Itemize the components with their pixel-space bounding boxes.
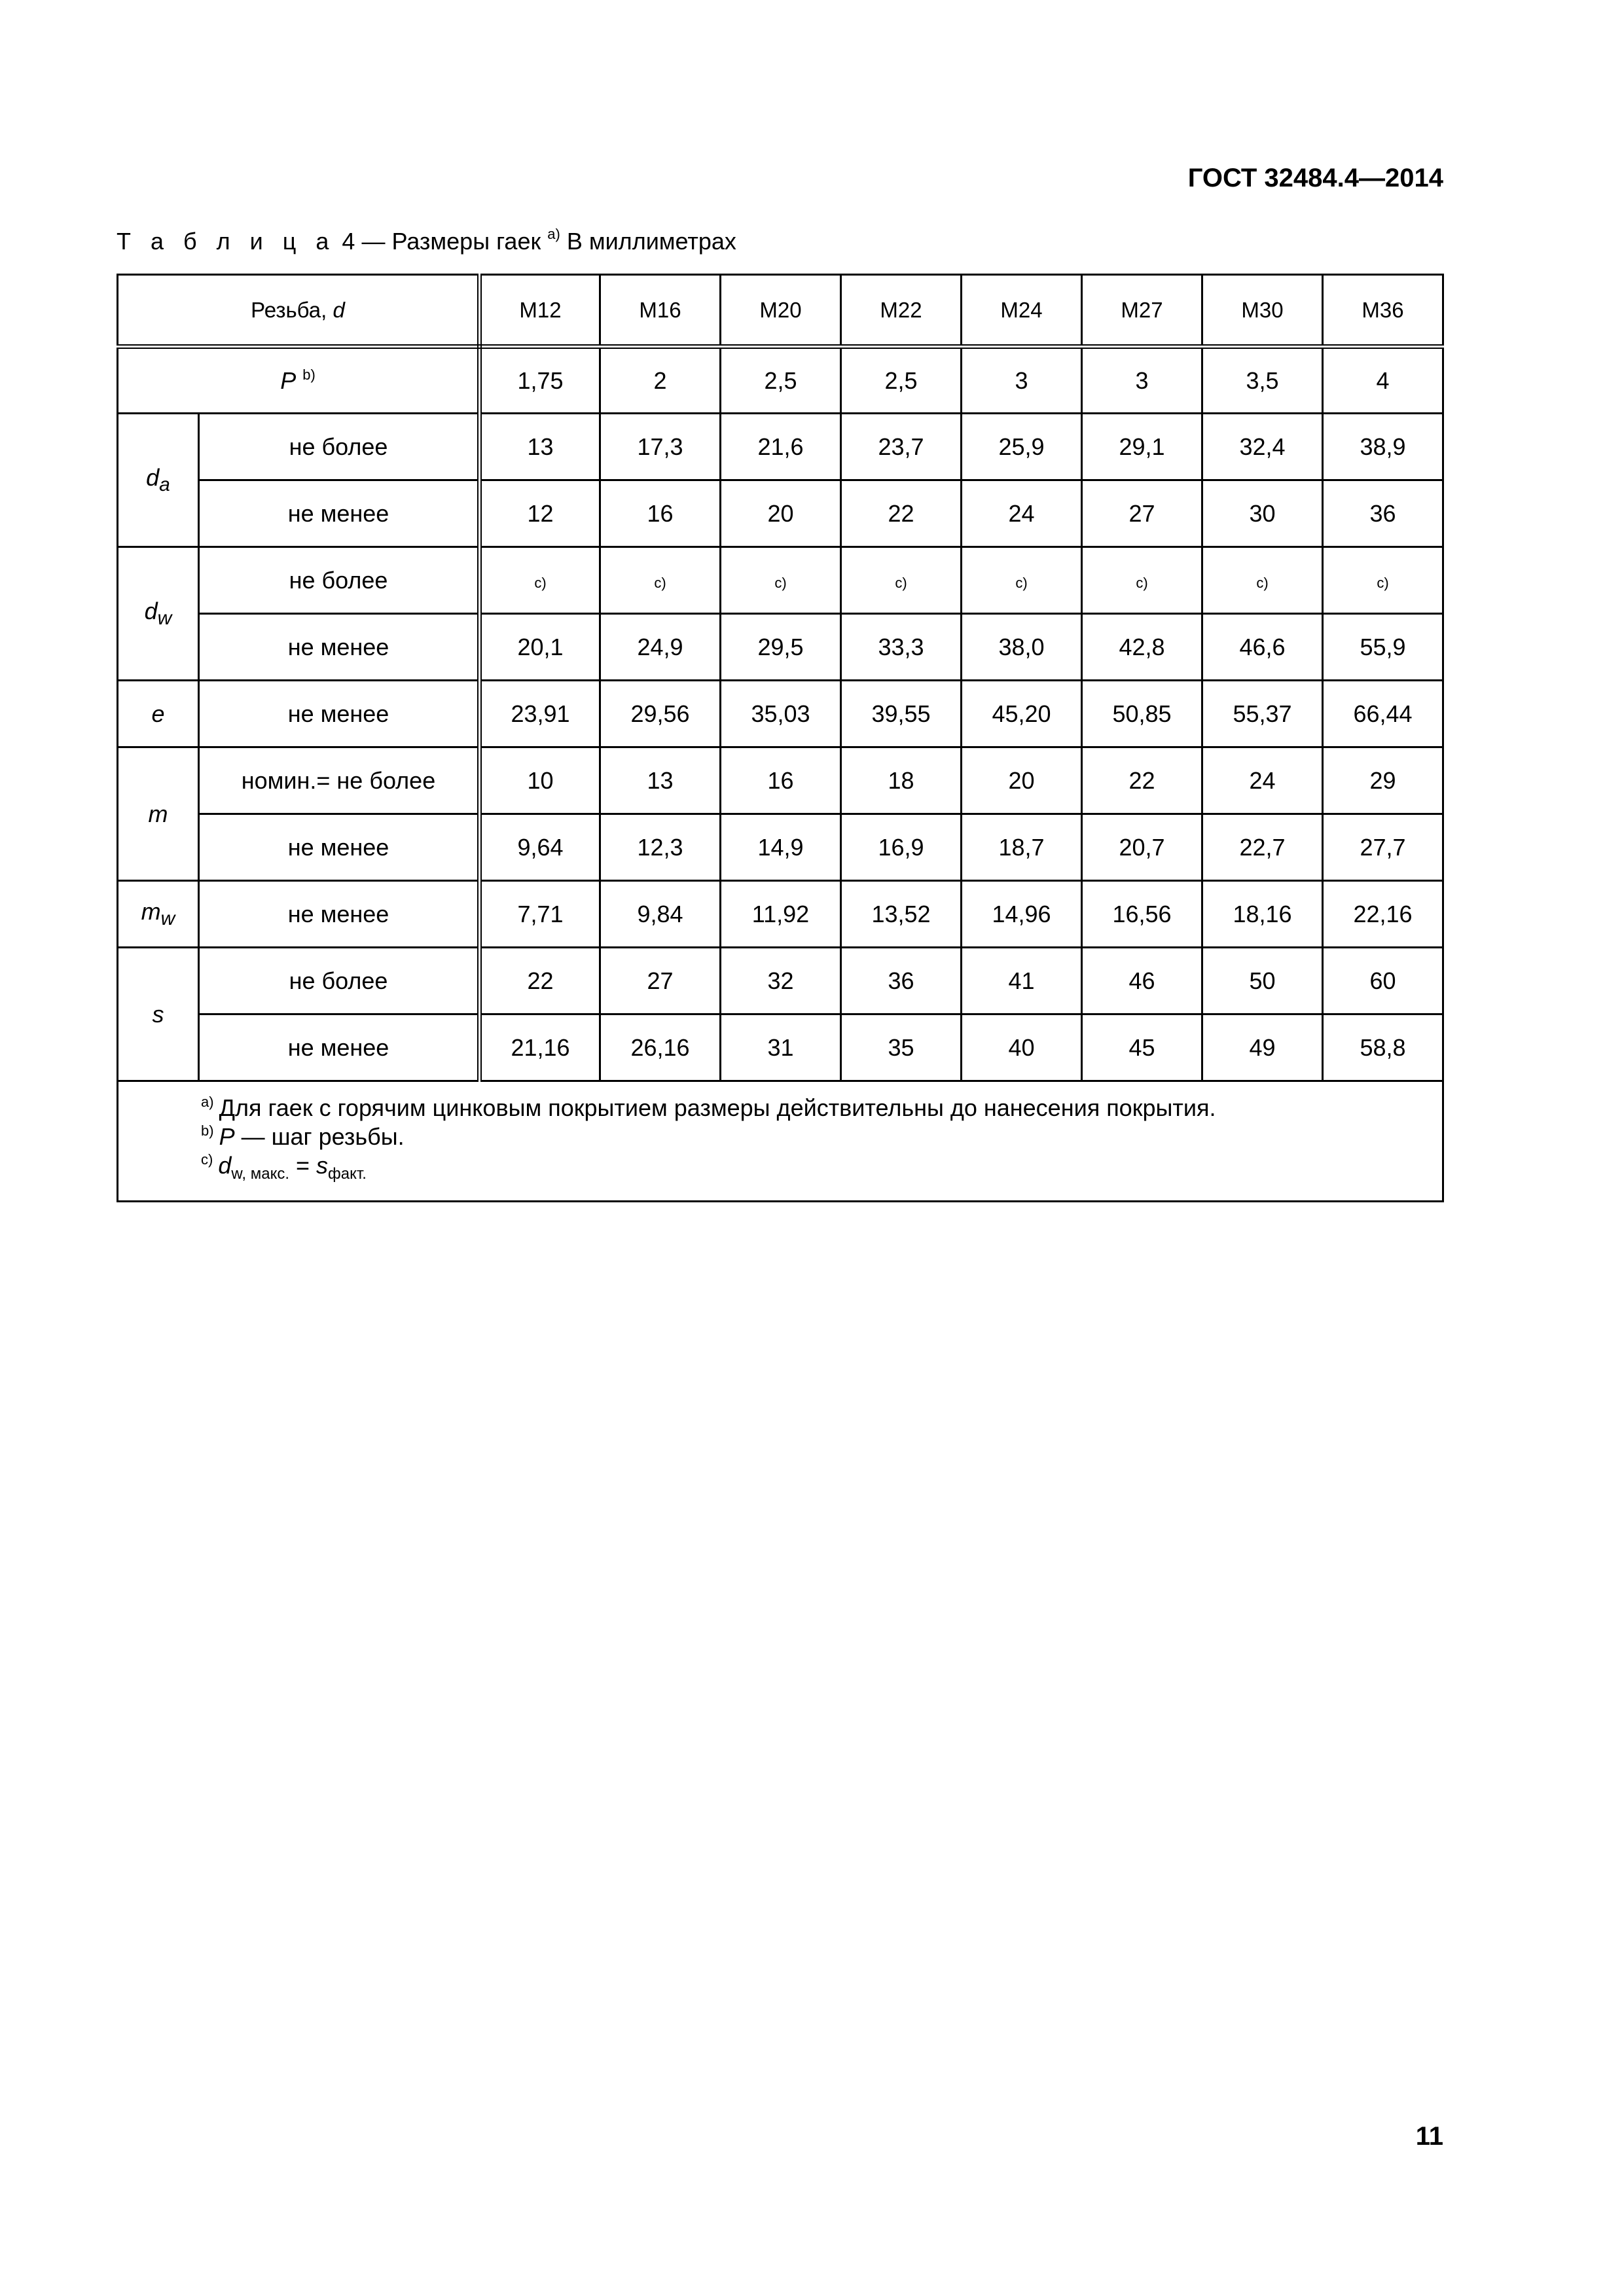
- dimension-value: 27: [1082, 480, 1202, 547]
- dimension-value: 55,9: [1323, 614, 1443, 681]
- condition-label: номин.= не более: [199, 747, 480, 814]
- dimension-value: 25,9: [962, 414, 1082, 480]
- dimension-value: 29,5: [721, 614, 841, 681]
- dimension-value: 23,91: [480, 681, 600, 747]
- dimension-value: 31: [721, 1014, 841, 1081]
- dimension-value: 49: [1202, 1014, 1323, 1081]
- note-c-mark: c): [201, 1151, 213, 1168]
- dimension-value: 32,4: [1202, 414, 1323, 480]
- dimension-value: 14,96: [962, 881, 1082, 948]
- dimension-symbol-cell: [118, 547, 199, 681]
- dimension-value: 38,0: [962, 614, 1082, 681]
- dimension-value: 14,9: [721, 814, 841, 881]
- dimension-row: [118, 948, 1443, 1014]
- dimension-row: [118, 547, 1443, 614]
- note-c-lhs-small: макс.: [246, 1165, 289, 1183]
- dimension-value: 18: [841, 747, 962, 814]
- dimension-symbol-cell: [118, 747, 199, 881]
- dimension-value: 20: [721, 480, 841, 547]
- dimension-value: 13,52: [841, 881, 962, 948]
- pitch-value: 3: [1082, 347, 1202, 414]
- dimension-value: 20: [962, 747, 1082, 814]
- nut-dimensions-table: [117, 274, 1444, 1202]
- caption-number: 4: [342, 228, 355, 255]
- note-c-rhs: s: [316, 1152, 329, 1179]
- dimension-row: [118, 414, 1443, 480]
- dimension-value: 24: [1202, 747, 1323, 814]
- note-c-equals: =: [289, 1152, 317, 1179]
- reference-mark-cell: [1323, 547, 1443, 614]
- dimension-value: 46,6: [1202, 614, 1323, 681]
- reference-mark: c): [1256, 575, 1269, 591]
- pitch-value: 2,5: [721, 347, 841, 414]
- dimension-value: 36: [1323, 480, 1443, 547]
- dimension-value: 22: [841, 480, 962, 547]
- note-b-text: — шаг резьбы.: [234, 1123, 405, 1150]
- dimension-value: 16: [600, 480, 721, 547]
- note-b-symbol: P: [219, 1123, 235, 1150]
- column-header: M36: [1323, 275, 1443, 347]
- dimension-symbol: e: [151, 700, 165, 727]
- table-notes-cell: [118, 1081, 1443, 1202]
- dimension-value: 29,1: [1082, 414, 1202, 480]
- dimension-value: 7,71: [480, 881, 600, 948]
- dimension-symbol: d: [144, 597, 158, 624]
- note-c: [201, 1151, 1442, 1189]
- dimension-symbol-cell: [118, 948, 199, 1081]
- table-caption: [117, 228, 736, 255]
- dimension-row: [118, 814, 1443, 881]
- condition-label: не более: [199, 547, 480, 614]
- dimension-value: 22,16: [1323, 881, 1443, 948]
- pitch-label-cell: [118, 347, 480, 414]
- dimension-value: 20,1: [480, 614, 600, 681]
- dimension-subscript: w: [157, 607, 172, 630]
- dimension-value: 27: [600, 948, 721, 1014]
- dimension-value: 24: [962, 480, 1082, 547]
- dimension-value: 13: [600, 747, 721, 814]
- reference-mark: c): [654, 575, 666, 591]
- dimension-symbol: d: [146, 463, 160, 491]
- column-header: M16: [600, 275, 721, 347]
- pitch-footnote-mark: b): [302, 366, 316, 383]
- dimension-symbol: m: [148, 800, 168, 827]
- dimension-subscript: a: [159, 474, 170, 496]
- pitch-value: 2: [600, 347, 721, 414]
- dimension-value: 33,3: [841, 614, 962, 681]
- dimension-value: 26,16: [600, 1014, 721, 1081]
- condition-label: не менее: [199, 614, 480, 681]
- pitch-value: 4: [1323, 347, 1443, 414]
- pitch-value: 3,5: [1202, 347, 1323, 414]
- dimension-value: 66,44: [1323, 681, 1443, 747]
- dimension-value: 30: [1202, 480, 1323, 547]
- dimension-row: [118, 614, 1443, 681]
- caption-units: В миллиметрах: [566, 228, 736, 255]
- dimension-value: 12: [480, 480, 600, 547]
- dimension-subscript: w: [160, 908, 175, 930]
- dimension-row: [118, 881, 1443, 948]
- table-header-row: [118, 275, 1443, 347]
- reference-mark-cell: [1082, 547, 1202, 614]
- column-header: M22: [841, 275, 962, 347]
- dimension-value: 18,16: [1202, 881, 1323, 948]
- column-header: M24: [962, 275, 1082, 347]
- document-code: ГОСТ 32484.4—2014: [1187, 164, 1443, 192]
- thread-header-cell: [118, 275, 480, 347]
- reference-mark: c): [895, 575, 907, 591]
- reference-mark-cell: [480, 547, 600, 614]
- dimension-value: 36: [841, 948, 962, 1014]
- thread-header-symbol: d: [333, 297, 345, 322]
- column-header: M30: [1202, 275, 1323, 347]
- thread-header-label: Резьба,: [251, 297, 327, 322]
- condition-label: не менее: [199, 1014, 480, 1081]
- dimension-value: 38,9: [1323, 414, 1443, 480]
- dimension-value: 9,64: [480, 814, 600, 881]
- page-number: 11: [1415, 2122, 1443, 2151]
- dimension-value: 50,85: [1082, 681, 1202, 747]
- condition-label: не менее: [199, 814, 480, 881]
- dimension-row: [118, 747, 1443, 814]
- dimension-symbol-cell: [118, 681, 199, 747]
- reference-mark-cell: [600, 547, 721, 614]
- dimension-value: 29,56: [600, 681, 721, 747]
- reference-mark-cell: [1202, 547, 1323, 614]
- note-c-rhs-sub: факт.: [328, 1165, 367, 1183]
- dimension-value: 35: [841, 1014, 962, 1081]
- dimension-value: 27,7: [1323, 814, 1443, 881]
- dimension-value: 12,3: [600, 814, 721, 881]
- pitch-value: 3: [962, 347, 1082, 414]
- condition-label: не менее: [199, 681, 480, 747]
- note-b-mark: b): [201, 1122, 214, 1139]
- dimension-value: 10: [480, 747, 600, 814]
- dimension-value: 13: [480, 414, 600, 480]
- dimension-value: 24,9: [600, 614, 721, 681]
- dimension-value: 46: [1082, 948, 1202, 1014]
- note-a-mark: a): [201, 1094, 214, 1110]
- dimension-value: 22: [480, 948, 600, 1014]
- dimension-value: 60: [1323, 948, 1443, 1014]
- dimension-value: 18,7: [962, 814, 1082, 881]
- note-b: [201, 1122, 1442, 1151]
- dimension-value: 21,16: [480, 1014, 600, 1081]
- pitch-value: 1,75: [480, 347, 600, 414]
- note-c-lhs-sub: w,: [231, 1165, 247, 1183]
- dimension-value: 55,37: [1202, 681, 1323, 747]
- dimension-value: 23,7: [841, 414, 962, 480]
- condition-label: не более: [199, 414, 480, 480]
- caption-footnote-mark: a): [547, 226, 560, 242]
- dimension-symbol-cell: [118, 881, 199, 948]
- reference-mark-cell: [962, 547, 1082, 614]
- dimension-value: 42,8: [1082, 614, 1202, 681]
- dimension-symbol: m: [141, 897, 161, 925]
- caption-title: — Размеры гаек: [361, 228, 541, 255]
- dimension-value: 40: [962, 1014, 1082, 1081]
- dimension-value: 32: [721, 948, 841, 1014]
- dimension-value: 58,8: [1323, 1014, 1443, 1081]
- note-c-lhs: d: [218, 1152, 232, 1179]
- dimension-value: 16,56: [1082, 881, 1202, 948]
- pitch-symbol: P: [280, 367, 297, 394]
- column-header: M20: [721, 275, 841, 347]
- column-header: M12: [480, 275, 600, 347]
- dimension-symbol-cell: [118, 414, 199, 547]
- dimension-value: 16: [721, 747, 841, 814]
- column-header: M27: [1082, 275, 1202, 347]
- caption-prefix: Т а б л и ц а: [117, 228, 336, 255]
- dimension-value: 11,92: [721, 881, 841, 948]
- note-a: [201, 1094, 1442, 1122]
- pitch-value: 2,5: [841, 347, 962, 414]
- dimension-value: 17,3: [600, 414, 721, 480]
- reference-mark: c): [1377, 575, 1389, 591]
- dimension-value: 22,7: [1202, 814, 1323, 881]
- dimension-symbol: s: [152, 1000, 164, 1028]
- dimension-value: 45: [1082, 1014, 1202, 1081]
- condition-label: не менее: [199, 480, 480, 547]
- dimension-value: 22: [1082, 747, 1202, 814]
- reference-mark: c): [1136, 575, 1148, 591]
- dimension-value: 20,7: [1082, 814, 1202, 881]
- reference-mark: c): [774, 575, 787, 591]
- condition-label: не более: [199, 948, 480, 1014]
- dimension-value: 45,20: [962, 681, 1082, 747]
- reference-mark-cell: [721, 547, 841, 614]
- dimension-row: [118, 480, 1443, 547]
- table-notes-row: [118, 1081, 1443, 1202]
- note-a-text: Для гаек с горячим цинковым покрытием размеры действительны до нанесения покрытия.: [219, 1094, 1216, 1121]
- dimension-value: 41: [962, 948, 1082, 1014]
- dimension-value: 9,84: [600, 881, 721, 948]
- dimension-value: 50: [1202, 948, 1323, 1014]
- reference-mark-cell: [841, 547, 962, 614]
- reference-mark: c): [534, 575, 547, 591]
- dimension-value: 35,03: [721, 681, 841, 747]
- pitch-row: [118, 347, 1443, 414]
- dimension-row: [118, 681, 1443, 747]
- dimension-value: 21,6: [721, 414, 841, 480]
- dimension-value: 29: [1323, 747, 1443, 814]
- dimension-value: 16,9: [841, 814, 962, 881]
- dimension-value: 39,55: [841, 681, 962, 747]
- condition-label: не менее: [199, 881, 480, 948]
- dimension-row: [118, 1014, 1443, 1081]
- reference-mark: c): [1015, 575, 1028, 591]
